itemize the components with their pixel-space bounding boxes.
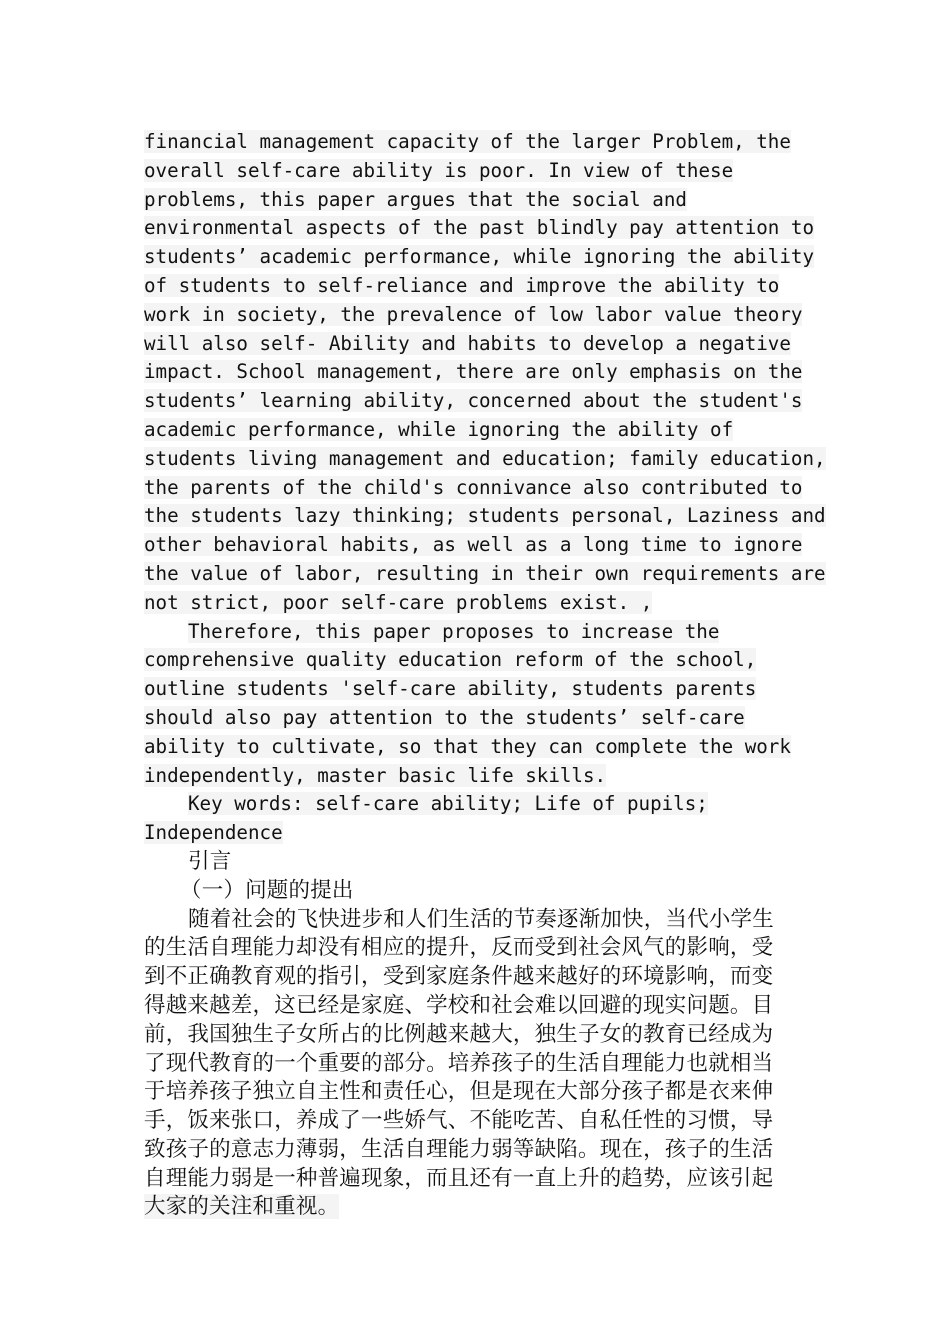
text-line: 手，饭来张口，养成了一些娇气、不能吃苦、自私任性的习惯，导 (144, 1108, 774, 1134)
text-line: 于培养孩子独立自主性和责任心，但是现在大部分孩子都是衣来伸 (144, 1079, 774, 1105)
text-line: 前，我国独生子女所占的比例越来越大，独生子女的教育已经成为 (144, 1021, 774, 1047)
text-line: impact. School management, there are only emphasis on the (144, 360, 803, 384)
text-line: students living management and education; family education, (144, 446, 826, 470)
text-line: outline students 'self-care ability, students parents (144, 677, 757, 701)
section-heading (144, 848, 824, 877)
document-content (144, 128, 824, 1222)
text-line: 大家的关注和重视。 (144, 1194, 340, 1220)
text-line: of students to self-reliance and improve the ability to (144, 273, 780, 297)
text-line: 自理能力弱是一种普遍现象，而且还有一直上升的趋势，应该引起 (144, 1165, 774, 1191)
text-line: will also self- Ability and habits to develop a negative (144, 331, 791, 355)
text-line: financial management capacity of the larger Problem, the (144, 130, 791, 153)
text-line: 到不正确教育观的指引，受到家庭条件越来越好的环境影响，而变 (144, 964, 774, 990)
text-line: 了现代教育的一个重要的部分。培养孩子的生活自理能力也就相当 (144, 1050, 774, 1076)
text-line: students’ learning ability, concerned about the student's (144, 389, 803, 413)
text-line: the parents of the child's connivance also contributed to (144, 475, 803, 499)
text-line: Key words: self-care ability; Life of pupils; (188, 792, 708, 816)
text-line: not strict, poor self-care problems exist. , (144, 590, 653, 614)
text-line: Therefore, this paper proposes to increase the (188, 619, 720, 643)
text-line: work in society, the prevalence of low labor value theory (144, 302, 803, 326)
subsection-heading (144, 877, 824, 906)
text-line: 随着社会的飞快进步和人们生活的节奏逐渐加快，当代小学生 (188, 906, 774, 932)
abstract-paragraph-2 (144, 618, 824, 791)
abstract-paragraph-1 (144, 128, 824, 618)
section-heading-text: 引言 (188, 848, 232, 874)
text-line: 致孩子的意志力薄弱，生活自理能力弱等缺陷。现在，孩子的生活 (144, 1136, 774, 1162)
text-line: overall self-care ability is poor. In view of these (144, 158, 734, 182)
text-line: comprehensive quality education reform of the school, (144, 648, 757, 672)
keywords (144, 790, 824, 848)
text-line: 得越来越差，这已经是家庭、学校和社会难以回避的现实问题。目 (144, 992, 774, 1018)
subsection-heading-text: （一）问题的提出 (180, 877, 354, 903)
text-line: the value of labor, resulting in their own requirements are (144, 561, 826, 585)
text-line: environmental aspects of the past blindly pay attention to (144, 216, 815, 240)
text-line: the students lazy thinking; students personal, Laziness and (144, 504, 826, 528)
text-line: ability to cultivate, so that they can complete the work (144, 734, 791, 758)
text-line: independently, master basic life skills. (144, 763, 607, 787)
text-line: should also pay attention to the students’ self-care (144, 705, 745, 729)
text-line: problems, this paper argues that the social and (144, 187, 687, 211)
text-line: academic performance, while ignoring the ability of (144, 417, 734, 441)
body-paragraph (144, 906, 824, 1223)
text-line: students’ academic performance, while ignoring the ability (144, 245, 815, 269)
text-line: Independence (144, 821, 283, 845)
text-line: 的生活自理能力却没有相应的提升，反而受到社会风气的影响，受 (144, 935, 774, 961)
text-line: other behavioral habits, as well as a long time to ignore (144, 533, 803, 557)
